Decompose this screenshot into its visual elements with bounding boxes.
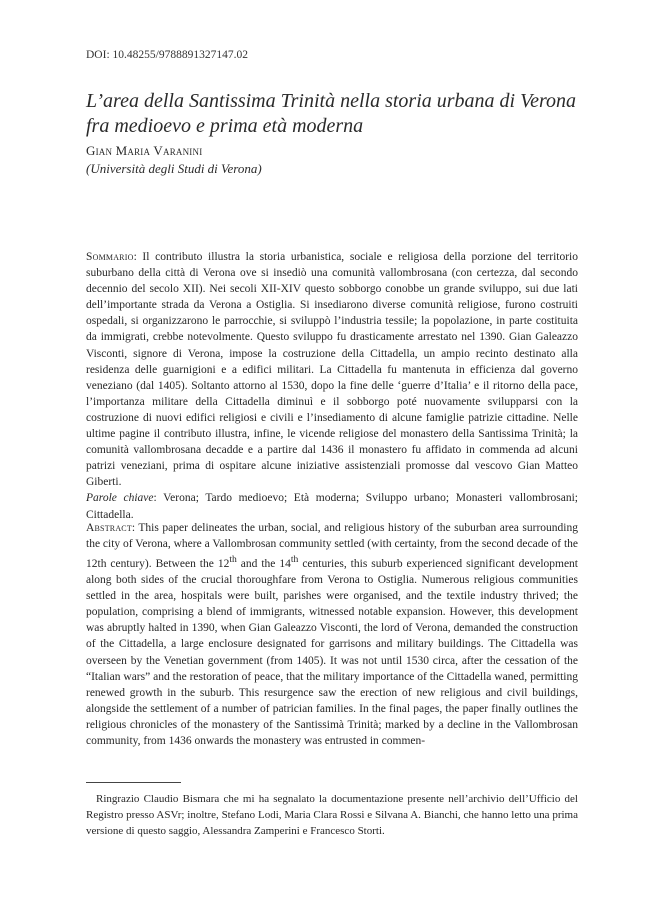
abstract-text-b: and the 14 [236, 558, 291, 571]
abstract-label: Abstract [86, 522, 132, 534]
italian-summary [86, 249, 578, 523]
doi-label: DOI: 10.48255/9788891327147.02 [86, 49, 248, 61]
article-title [86, 89, 586, 139]
ordinal-superscript: th [229, 554, 237, 566]
summary-text: : Il contributo illustra la storia urbanistica, sociale e religiosa della porzione del territorio suburbano della città di Verona ove si insediò una comunità vallombrosana (con certezza, dal secondo decennio del secolo XII). Nei secoli XII-XIV questo sobborgo conobbe un grande sviluppo, sui due lati dell’importante strada da Verona a Ostiglia. Si insediarono diverse comunità religiose, furono costruiti ospedali, si organizzarono le parrocchie, si sviluppò l’industria tessile; la popolazione, in parte costituita da immigrati, crebbe notevolmente. Questo sviluppo fu drasticamente arrestato nel 1390. Gian Galeazzo Visconti, signore di Verona, impose la costruzione della Cittadella, un ampio recinto destinato alla residenza delle guarnigioni e a edifici militari. La Cittadella fu mantenuta in efficienza dal governo veneziano (dal 1405). Soltanto attorno al 1530, dopo la fine delle ‘guerre d’Italia’ e il ritorno della pace, l’importanza militare della Cittadella diminuì e il sobborgo poté nuovamente svilupparsi con la costruzione di nuovi edifici religiosi e civili e l’insediamento di alcune famiglie patrizie cittadine. Nelle ultime pagine il contributo illustra, infine, le vicende religiose del monastero della Santissima Trinità; la comunità vallombrosana decadde e a partire dal 1436 il monastero fu affidato in commenda ad alcuni patrizi veneziani, prima di ospitare alcune iniziative assistenziali promosse dal vescovo Gian Matteo Giberti. [86, 251, 578, 489]
abstract-text-a: : This paper delineates the urban, social, and religious history of the suburban area surrounding the city of Verona, where a Vallombrosan community settled (with certainty, from the second decade of the 12th century). Between the 12 [86, 522, 578, 571]
article-title-line-2: fra medioevo e prima età moderna [86, 115, 364, 137]
keywords-line [86, 490, 578, 522]
english-abstract [86, 520, 578, 749]
author-name: Gian Maria Varanini [86, 143, 203, 158]
author-affiliation: (Università degli Studi di Verona) [86, 161, 262, 176]
keywords-text: : Verona; Tardo medioevo; Età moderna; Sviluppo urbano; Monasteri vallombrosani; Cittadella. [86, 492, 578, 521]
abstract-text-c: centuries, this suburb experienced significant development along both sides of the crucial thoroughfare from Verona to Ostiglia. Numerous religious communities settled in the area, hospitals were built, parishes were organised, and the textile industry thrived; the population, comprising a blend of immigrants, witnessed notable expansion. However, this development was abruptly halted in 1390, when Gian Galeazzo Visconti, the lord of Verona, demanded the construction of the Cittadella, a large enclosure designated for garrisons and military buildings. The Cittadella was overseen by the Venetian government (from 1405). It was not until 1530 circa, after the cessation of the “Italian wars” and the restoration of peace, that the military importance of the Cittadella waned, permitting renewed growth in the suburb. This resurgence saw the erection of new religious and civil buildings, alongside the settlement of a number of patrician families. In the final pages, the paper finally outlines the religious chronicles of the monastery of the Santissimà Trinità; marked by a decline in the Vallombrosan community, from 1436 onwards the monastery was entrusted in commen- [86, 558, 579, 748]
ordinal-superscript: th [290, 554, 299, 566]
keywords-label: Parole chiave [86, 492, 154, 505]
acknowledgement-footnote: Ringrazio Claudio Bismara che mi ha segnalato la documentazione presente nell’archivio dell’Ufficio del Registro presso ASVr; inoltre, Stefano Lodi, Maria Clara Rossi e Silvana A. Bianchi, che hanno letto una prima versione di questo saggio, Alessandra Zamperini e Francesco Storti. [86, 793, 578, 837]
footnote-divider [86, 782, 181, 783]
article-title-line-1: L’area della Santissima Trinità nella storia urbana di Verona [86, 90, 577, 112]
summary-label: Sommario [86, 251, 134, 263]
